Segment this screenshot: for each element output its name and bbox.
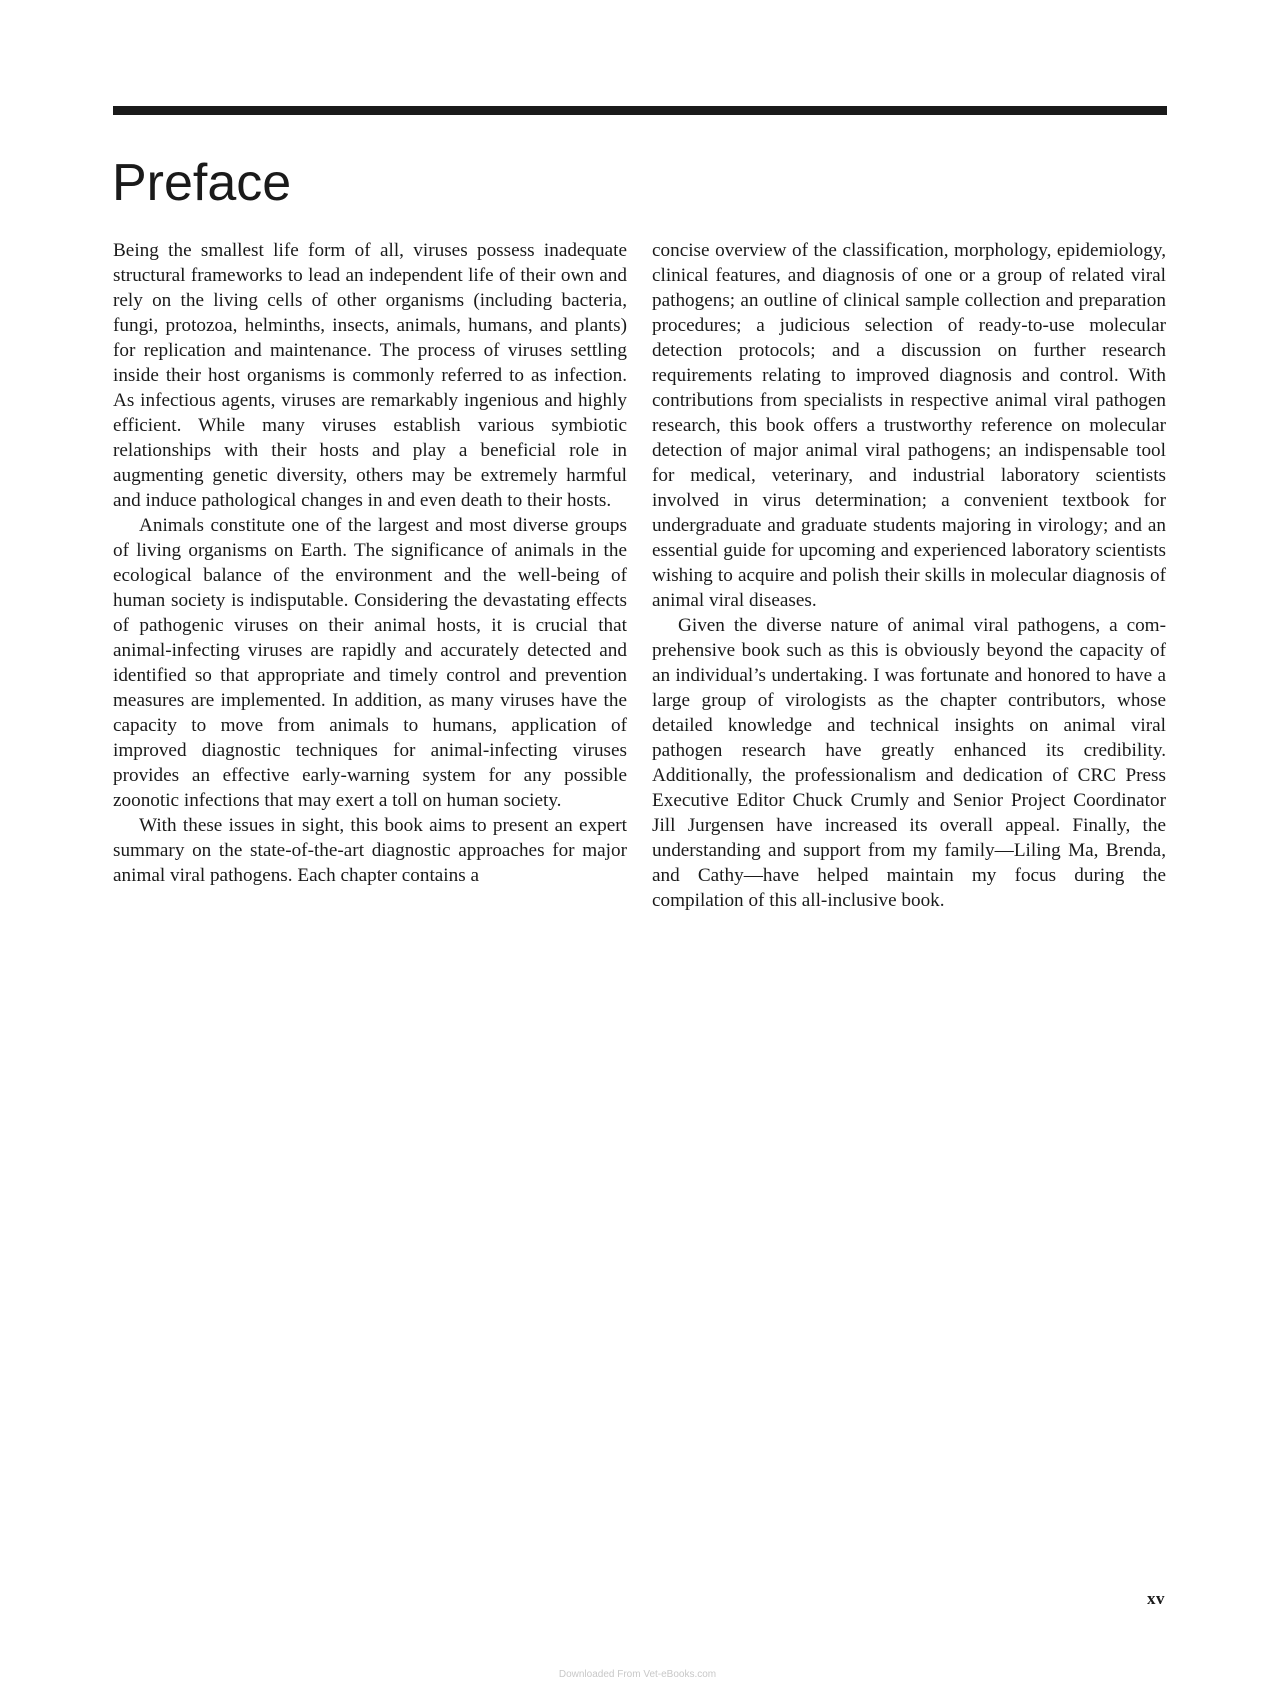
paragraph: Animals constitute one of the largest and most diverse groups of living organisms on Earth. The significance of animals in the ecological balance of the environment and the well-being of human society is indisputable. Considering the devastating effects of pathogenic viruses on their animal hosts, it is crucial that animal-infecting viruses are rapidly and accurately detected and identified so that appropriate and timely control and prevention measures are implemented. In addition, as many viruses have the capacity to move from animals to humans, application of improved diagnostic techniques for animal-infecting viruses provides an effective early-warning system for any possible zoonotic infections that may exert a toll on human society. bbox=[113, 515, 627, 811]
page-title: Preface bbox=[112, 154, 292, 212]
left-column bbox=[113, 238, 627, 888]
header-rule bbox=[113, 106, 1167, 115]
paragraph: concise overview of the classification, morphology, epidemiology, clinical features, and diagnosis of one or a group of related viral pathogens; an outline of clinical sample collection and preparation procedures; a judicious selection of ready-to-use molecular detection protocols; and a discussion on further research requirements relating to improved diagnosis and control. With contributions from specialists in respective animal viral pathogen research, this book offers a trustworthy reference on molecular detection of major animal viral pathogens; an indispensable tool for medical, veterinary, and industrial laboratory scientists involved in virus determination; a convenient textbook for undergraduate and graduate students majoring in virology; and an essential guide for upcoming and experienced laboratory scientists wishing to acquire and polish their skills in molecular diagnosis of animal viral diseases. bbox=[652, 240, 1166, 611]
watermark-text: Downloaded From Vet-eBooks.com bbox=[558, 1669, 717, 1680]
right-column bbox=[652, 238, 1166, 913]
paragraph: Being the smallest life form of all, viruses possess inadequate structural frameworks to lead an independent life of their own and rely on the living cells of other organisms (including bacteria, fungi, protozoa, helminths, insects, animals, humans, and plants) for replication and maintenance. The process of viruses settling inside their host organisms is commonly referred to as infection. As infectious agents, viruses are remarkably ingenious and highly efficient. While many viruses establish various symbiotic relationships with their hosts and play a beneficial role in augmenting genetic diversity, others may be extremely harmful and induce pathological changes in and even death to their hosts. bbox=[113, 240, 627, 511]
paragraph: With these issues in sight, this book aims to present an expert summary on the state-of-the-art diagnostic approaches for major animal viral pathogens. Each chapter contains a bbox=[113, 815, 627, 886]
page-number: xv bbox=[1147, 1589, 1165, 1608]
paragraph: Given the diverse nature of animal viral pathogens, a comprehensive book such as this is obviously beyond the capacity of an individual’s undertaking. I was fortunate and honored to have a large group of virologists as the chapter contributors, whose detailed knowledge and technical insights on animal viral pathogen research have greatly enhanced its credibility. Additionally, the professionalism and dedication of CRC Press Executive Editor Chuck Crumly and Senior Project Coordinator Jill Jurgensen have increased its overall appeal. Finally, the understanding and support from my family—Liling Ma, Brenda, and Cathy—have helped maintain my focus during the compilation of this all-inclusive book. bbox=[652, 615, 1166, 911]
